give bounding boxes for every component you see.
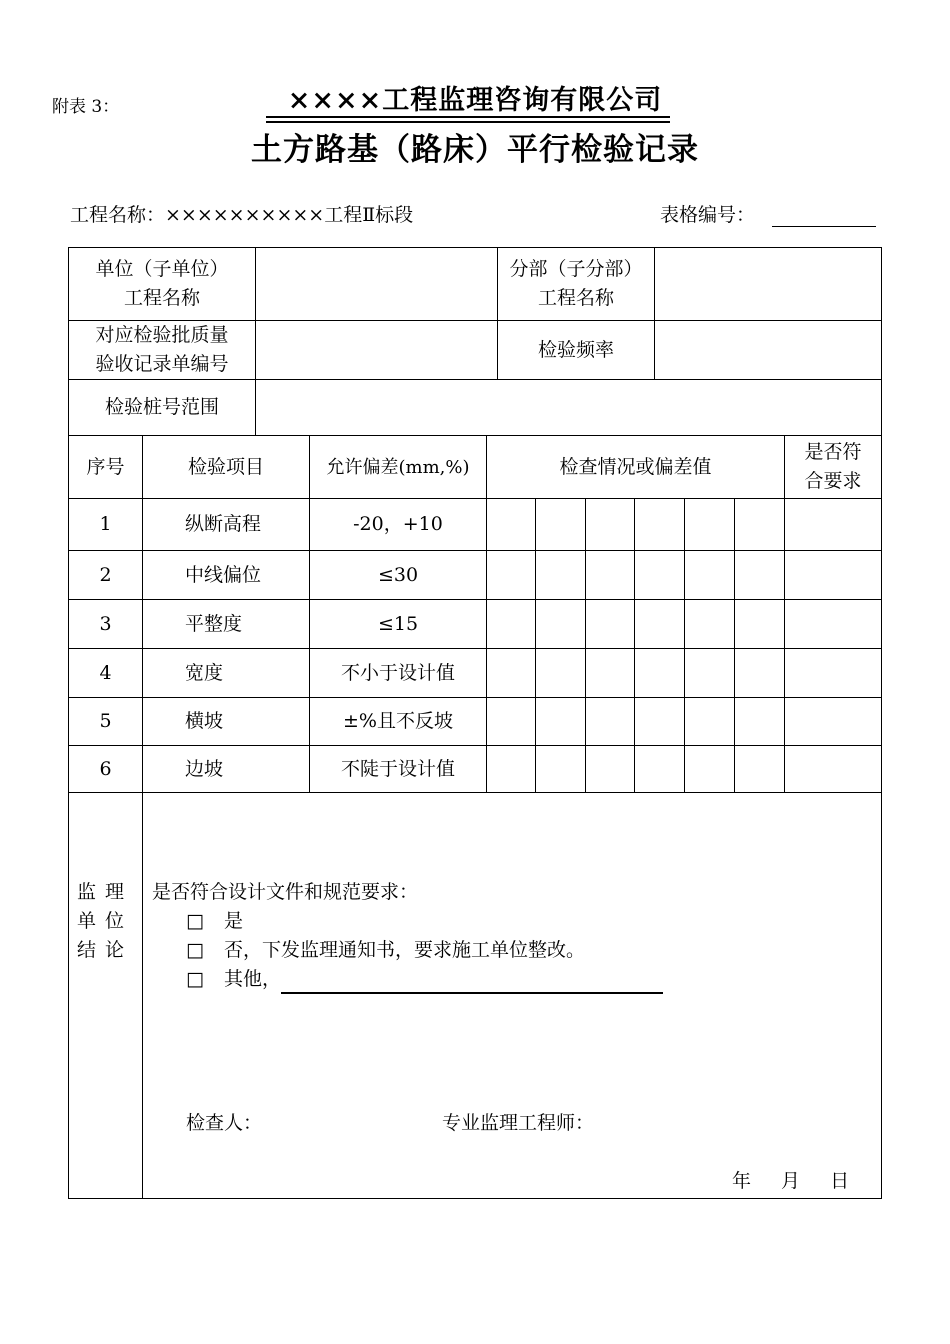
- other-reason-field[interactable]: [281, 972, 663, 994]
- row-no: 4: [99, 661, 112, 684]
- option-no-label: 否，下发监理通知书，要求施工单位整改。: [224, 939, 586, 961]
- record-number-label: [69, 321, 255, 379]
- company-underline-top: [266, 116, 670, 118]
- division-name-value[interactable]: [655, 248, 881, 320]
- row-tolerance: ≤15: [377, 612, 419, 635]
- checkbox-other[interactable]: □: [186, 968, 204, 990]
- supervision-conclusion-label: [77, 878, 133, 965]
- form-number-field[interactable]: [772, 226, 876, 227]
- checkbox-yes[interactable]: □: [186, 910, 204, 932]
- row-no: 1: [99, 513, 112, 535]
- company-underline-bottom: [266, 121, 670, 123]
- unit-name-value[interactable]: [256, 248, 497, 320]
- division-name-label-line2: 工程名称: [537, 287, 614, 309]
- option-other-label: 其他，: [224, 968, 282, 990]
- row-tolerance: ≤30: [377, 563, 419, 586]
- header-conform-line1: 是否符: [804, 441, 862, 463]
- inspector-label: 检查人：: [186, 1112, 263, 1134]
- row-item: 横坡: [185, 710, 224, 732]
- engineer-label: 专业监理工程师：: [442, 1112, 595, 1134]
- conclusion-question: 是否符合设计文件和规范要求：: [152, 881, 419, 903]
- row-no: 3: [99, 612, 112, 635]
- row-tolerance: 不小于设计值: [340, 661, 455, 684]
- station-range-label: 检验桩号范围: [104, 396, 219, 418]
- row-no: 6: [99, 757, 112, 780]
- row-tolerance: -20，+10: [353, 513, 443, 535]
- company-name: ××××工程监理咨询有限公司: [287, 85, 663, 116]
- appendix-label: 附表 3：: [52, 97, 120, 117]
- row-no: 5: [99, 710, 112, 732]
- row-item: 纵断高程: [185, 513, 262, 535]
- row-item: 中线偏位: [185, 563, 262, 586]
- row-item: 宽度: [185, 661, 224, 684]
- form-number-label: 表格编号：: [660, 204, 756, 226]
- side-label-line2: 单位: [77, 910, 134, 932]
- record-number-label-line2: 验收记录单编号: [95, 353, 229, 375]
- division-name-label-line1: 分部（子分部）: [509, 258, 643, 280]
- row-tolerance: 不陡于设计值: [340, 757, 455, 780]
- option-yes-label: 是: [224, 910, 244, 932]
- option-no: [152, 936, 663, 965]
- unit-name-label: [69, 248, 255, 320]
- row-tolerance: ±%且不反坡: [343, 710, 453, 732]
- project-name: 工程名称：××××××××××工程Ⅱ标段: [70, 204, 414, 226]
- date-label: 年 月 日: [732, 1170, 850, 1192]
- frequency-value[interactable]: [655, 321, 881, 379]
- division-name-label: [498, 248, 654, 320]
- station-range-value[interactable]: [256, 380, 881, 435]
- header-measured: 检查情况或偏差值: [559, 455, 712, 478]
- unit-name-label-line1: 单位（子单位）: [95, 258, 229, 280]
- row-no: 2: [99, 563, 112, 586]
- header-no: 序号: [86, 455, 125, 478]
- record-number-label-line1: 对应检验批质量: [95, 324, 229, 346]
- frequency-label: 检验频率: [537, 338, 614, 361]
- side-label-line1: 监理: [77, 881, 134, 903]
- header-item: 检验项目: [187, 455, 264, 478]
- conclusion-block: [152, 878, 663, 994]
- form-title: 土方路基（路床）平行检验记录: [251, 132, 699, 168]
- record-number-value[interactable]: [256, 321, 497, 379]
- side-label-line3: 结论: [77, 939, 134, 961]
- header-conform: [785, 436, 881, 498]
- header-tolerance: 允许偏差(mm,%): [326, 456, 470, 478]
- unit-name-label-line2: 工程名称: [123, 287, 200, 309]
- option-yes: [152, 907, 663, 936]
- option-other: [152, 965, 663, 994]
- row-item: 边坡: [185, 757, 224, 780]
- header-conform-line2: 合要求: [804, 470, 862, 492]
- checkbox-no[interactable]: □: [186, 939, 204, 961]
- row-item: 平整度: [185, 612, 243, 635]
